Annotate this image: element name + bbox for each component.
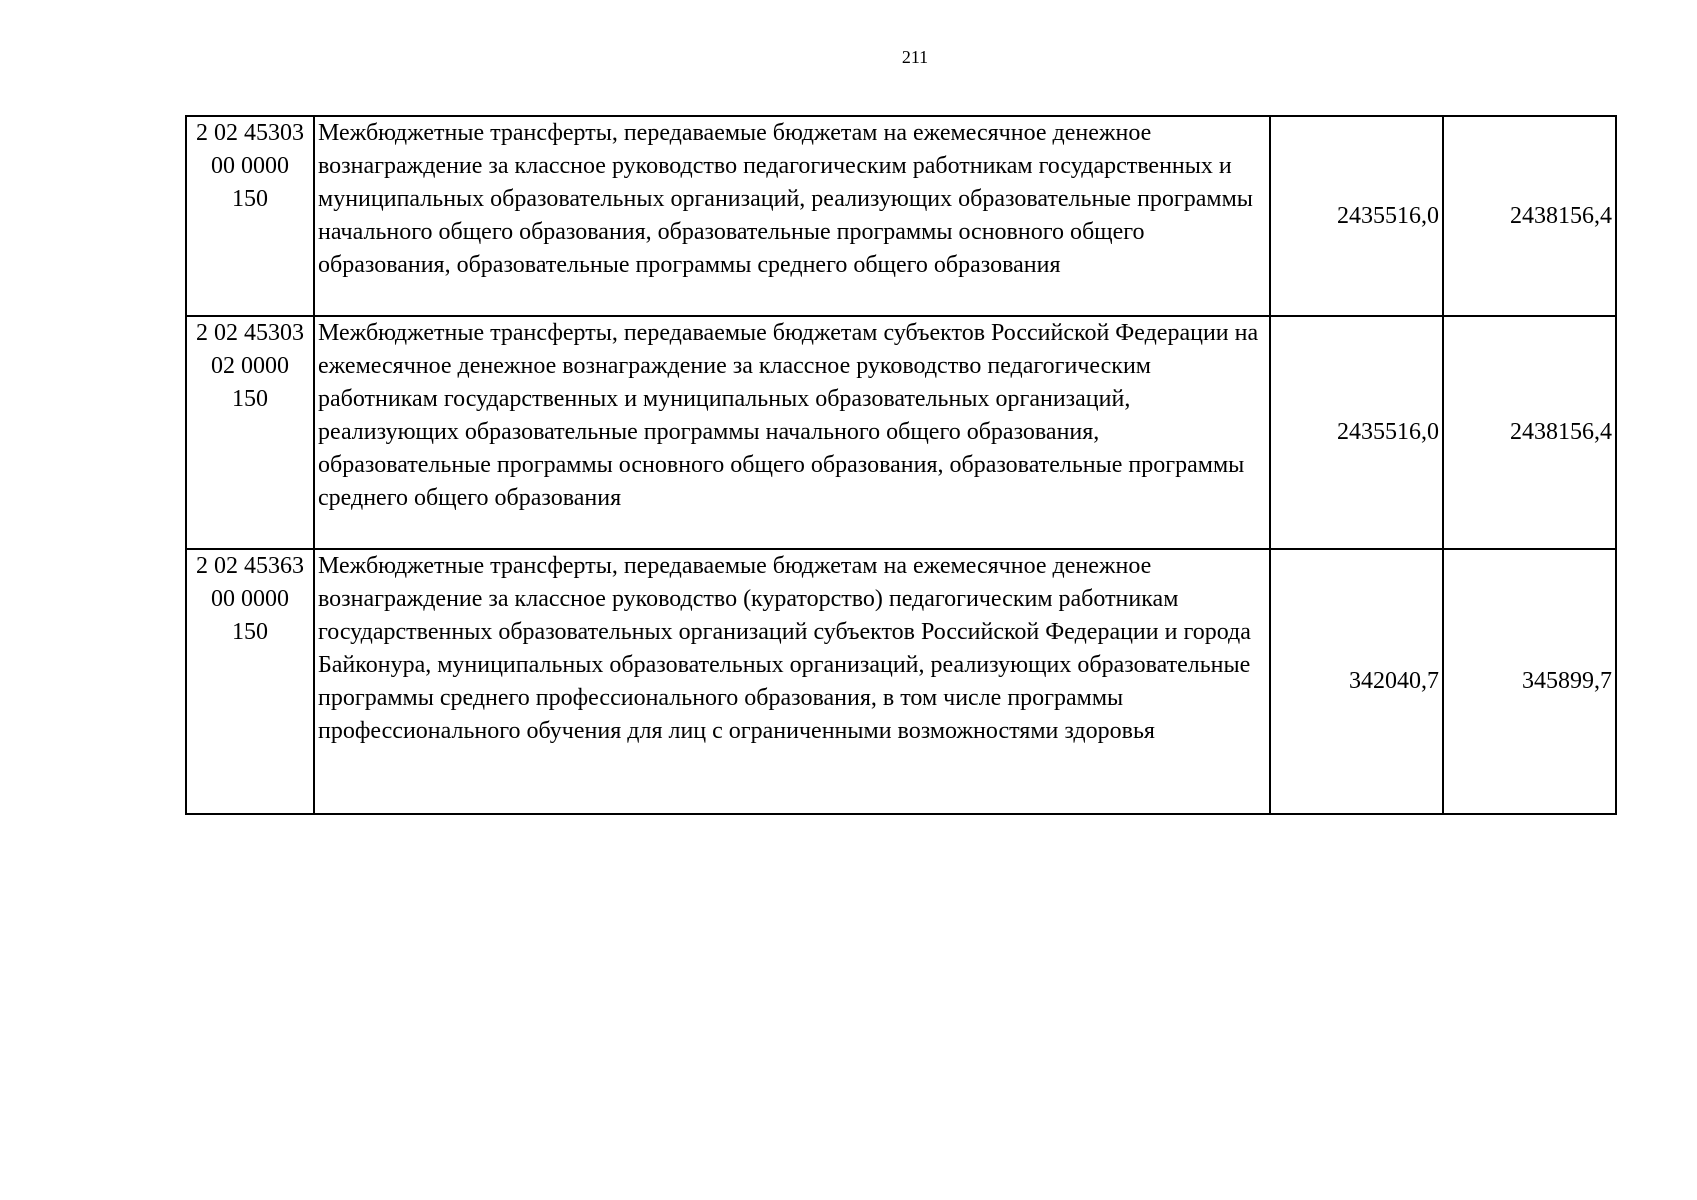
- budget-code-cell: [186, 116, 314, 316]
- budget-code-part: 02 0000: [211, 353, 289, 379]
- budget-code-part: 150: [232, 619, 268, 645]
- budget-code-part: 150: [232, 186, 268, 212]
- budget-code-part: 00 0000: [211, 153, 289, 179]
- budget-code-cell: [186, 549, 314, 814]
- budget-table: [185, 115, 1617, 815]
- budget-code-cell: [186, 316, 314, 549]
- budget-code-part: 2 02 45363: [196, 553, 304, 579]
- amount-cell-1: 2435516,0: [1270, 116, 1443, 316]
- table-row: [186, 116, 1616, 316]
- budget-code-part: 150: [232, 386, 268, 412]
- amount-cell-1: 342040,7: [1270, 549, 1443, 814]
- budget-code-part: 00 0000: [211, 586, 289, 612]
- amount-cell-1: 2435516,0: [1270, 316, 1443, 549]
- page-number: 211: [901, 47, 929, 67]
- table-row: [186, 316, 1616, 549]
- description-cell: Межбюджетные трансферты, передаваемые бюджетам на ежемесячное денежное вознаграждение за классное руководство (кураторство) педагогическим работникам государственных образовательных организаций субъектов Российской Федерации и города Байконура, муниципальных образовательных организаций, реализующих образовательные программы среднего профессионального образования, в том числе программы профессионального обучения для лиц с ограниченными возможностями здоровья: [314, 549, 1270, 814]
- budget-code-part: 2 02 45303: [196, 120, 304, 146]
- description-cell: Межбюджетные трансферты, передаваемые бюджетам на ежемесячное денежное вознаграждение за классное руководство педагогическим работникам государственных и муниципальных образовательных организаций, реализующих образовательные программы начального общего образования, образовательные программы основного общего образования, образовательные программы среднего общего образования: [314, 116, 1270, 316]
- amount-cell-2: 2438156,4: [1443, 316, 1616, 549]
- description-cell: Межбюджетные трансферты, передаваемые бюджетам субъектов Российской Федерации на ежемесячное денежное вознаграждение за классное руководство педагогическим работникам государственных и муниципальных образовательных организаций, реализующих образовательные программы начального общего образования, образовательные программы основного общего образования, образовательные программы среднего общего образования: [314, 316, 1270, 549]
- amount-cell-2: 345899,7: [1443, 549, 1616, 814]
- budget-code-part: 2 02 45303: [196, 320, 304, 346]
- table-row: [186, 549, 1616, 814]
- amount-cell-2: 2438156,4: [1443, 116, 1616, 316]
